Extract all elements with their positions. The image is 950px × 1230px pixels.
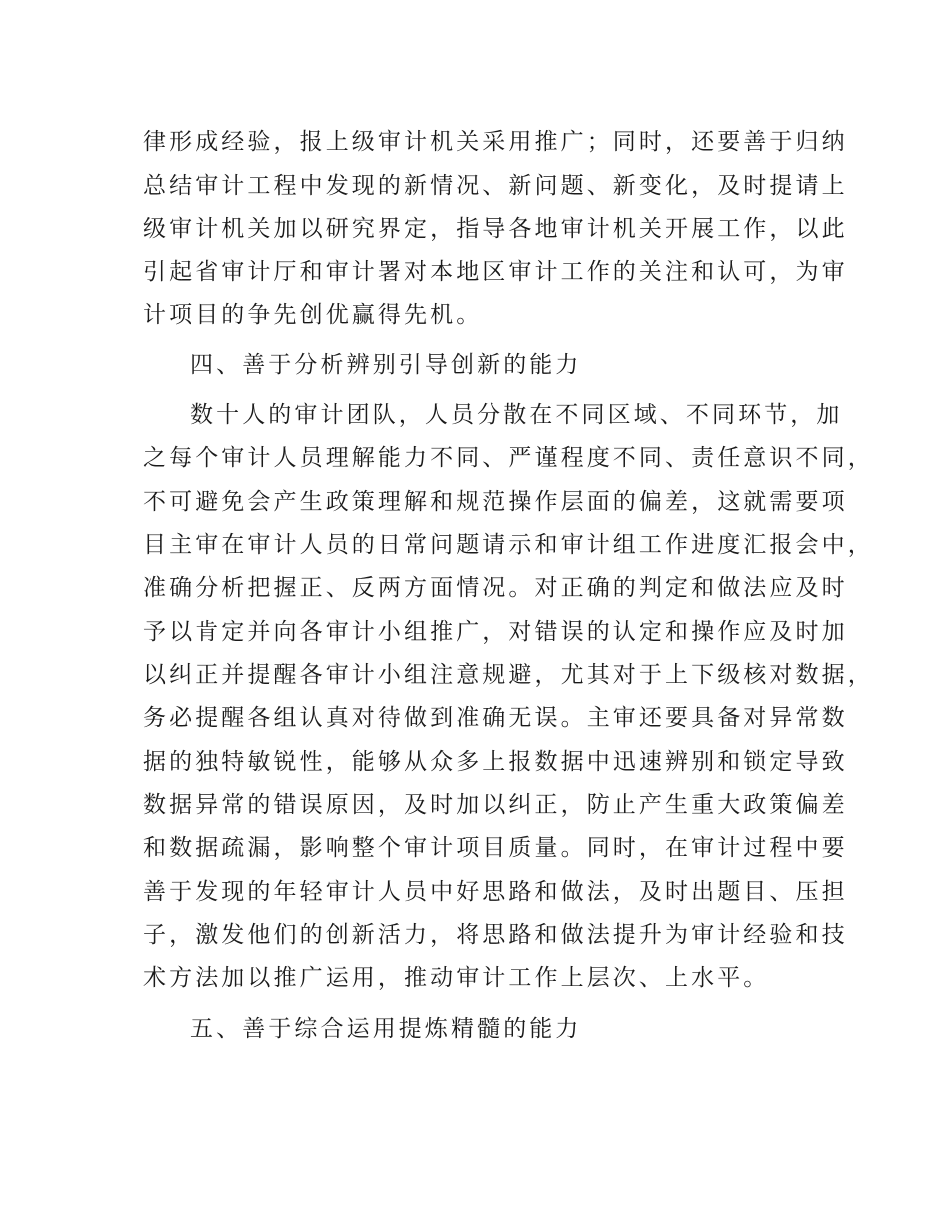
section-heading-5: 五、善于综合运用提炼精髓的能力 bbox=[190, 1016, 582, 1042]
paragraph-line: 务必提醒各组认真对待做到准确无误。主审还要具备对异常数 bbox=[143, 705, 848, 731]
section-heading-4: 四、善于分析辨别引导创新的能力 bbox=[190, 352, 582, 378]
paragraph-line: 总结审计工程中发现的新情况、新问题、新变化，及时提请上 bbox=[143, 173, 848, 199]
paragraph-line: 和数据疏漏，影响整个审计项目质量。同时，在审计过程中要 bbox=[143, 835, 848, 861]
paragraph-line: 子，激发他们的创新活力，将思路和做法提升为审计经验和技 bbox=[143, 922, 848, 948]
paragraph-line: 予以肯定并向各审计小组推广，对错误的认定和操作应及时加 bbox=[143, 619, 848, 645]
paragraph-line: 术方法加以推广运用，推动审计工作上层次、上水平。 bbox=[143, 965, 770, 991]
paragraph-line: 计项目的争先创优赢得先机。 bbox=[143, 302, 483, 328]
paragraph-line: 目主审在审计人员的日常问题请示和审计组工作进度汇报会中， bbox=[143, 532, 874, 558]
paragraph-line: 以纠正并提醒各审计小组注意规避，尤其对于上下级核对数据， bbox=[143, 662, 874, 688]
paragraph-line: 善于发现的年轻审计人员中好思路和做法，及时出题目、压担 bbox=[143, 879, 848, 905]
paragraph-line: 引起省审计厅和审计署对本地区审计工作的关注和认可，为审 bbox=[143, 259, 848, 285]
paragraph-line: 律形成经验，报上级审计机关采用推广；同时，还要善于归纳 bbox=[143, 129, 848, 155]
paragraph-line: 之每个审计人员理解能力不同、严谨程度不同、责任意识不同， bbox=[143, 445, 874, 471]
paragraph-line: 级审计机关加以研究界定，指导各地审计机关开展工作，以此 bbox=[143, 216, 848, 242]
paragraph-line: 准确分析把握正、反两方面情况。对正确的判定和做法应及时 bbox=[143, 575, 848, 601]
paragraph-line: 据的独特敏锐性，能够从众多上报数据中迅速辨别和锁定导致 bbox=[143, 749, 848, 775]
paragraph-line: 数据异常的错误原因，及时加以纠正，防止产生重大政策偏差 bbox=[143, 792, 848, 818]
paragraph-line: 数十人的审计团队，人员分散在不同区域、不同环节，加 bbox=[190, 402, 843, 428]
paragraph-line: 不可避免会产生政策理解和规范操作层面的偏差，这就需要项 bbox=[143, 489, 848, 515]
